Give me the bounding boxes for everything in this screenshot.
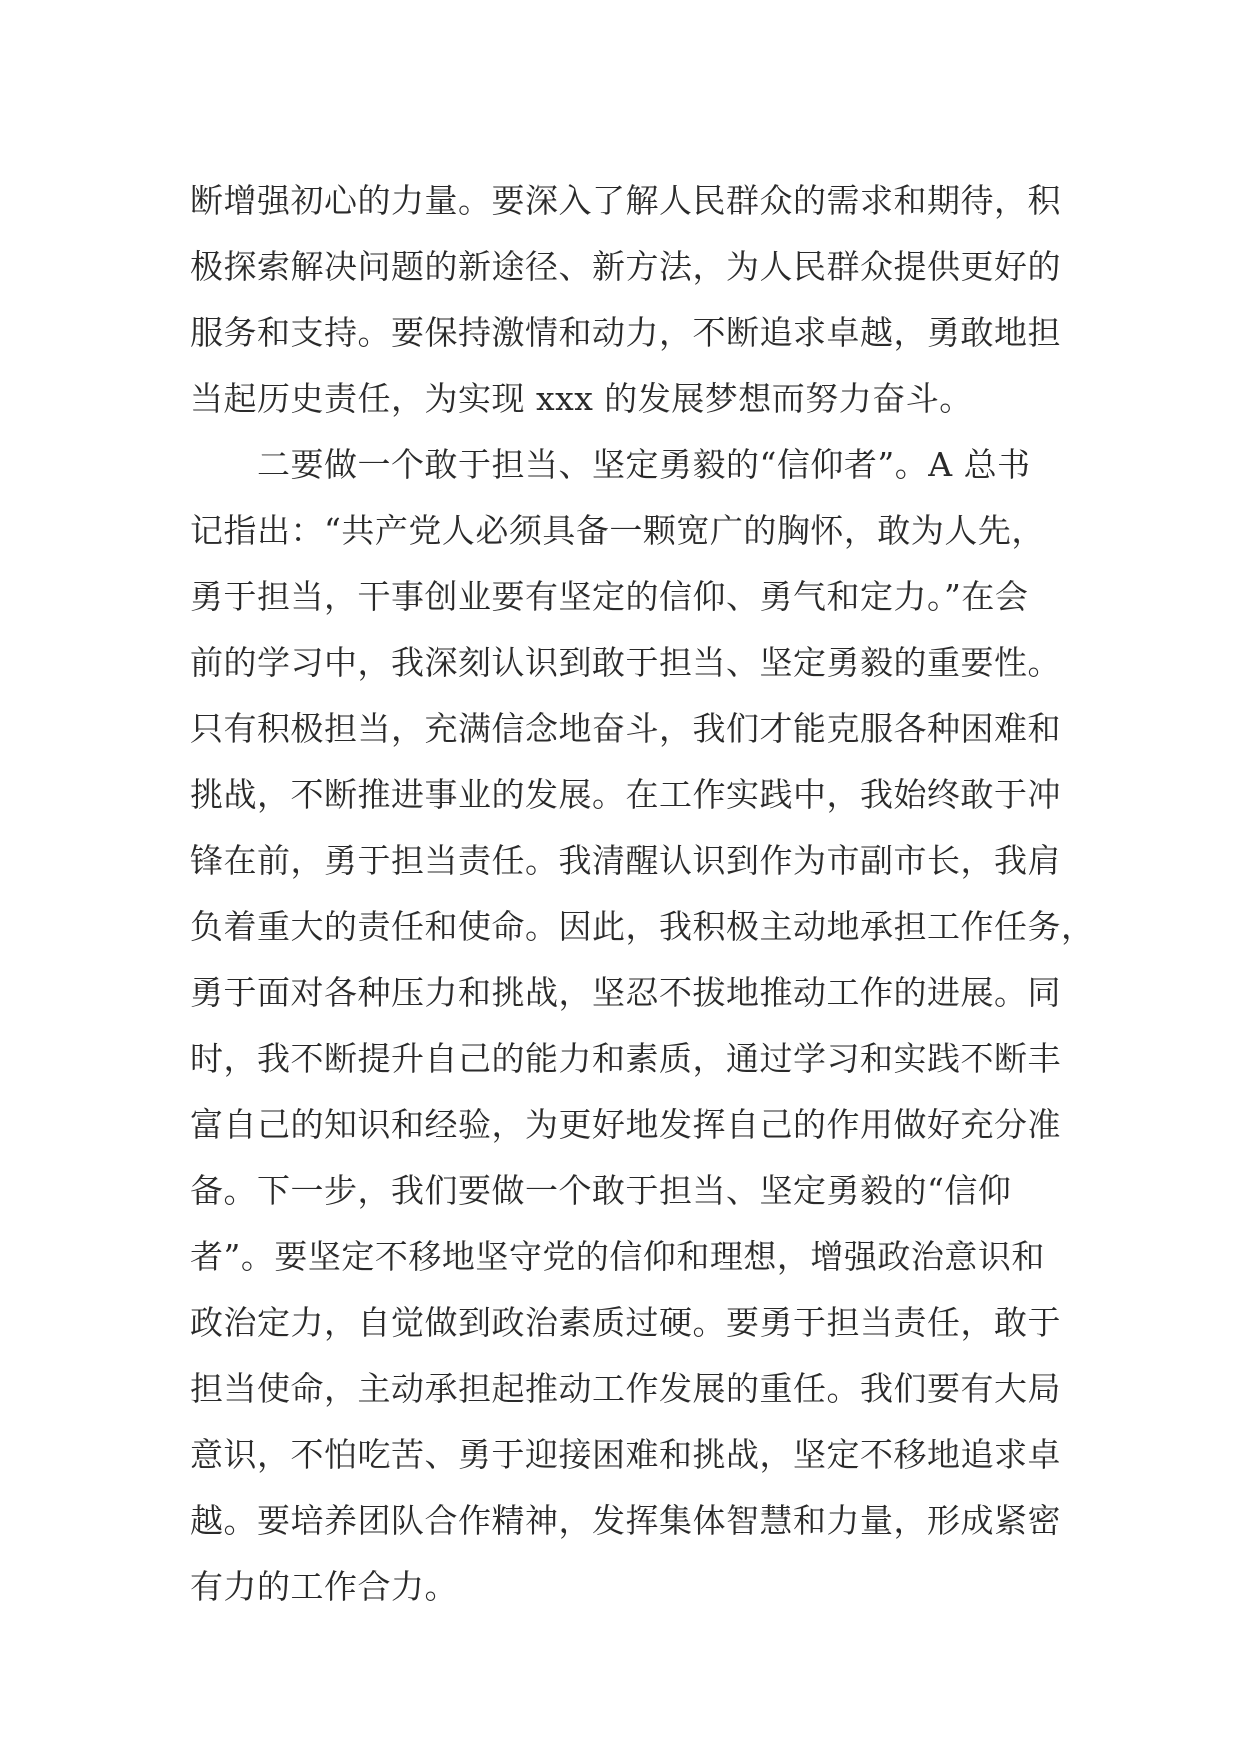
text-line: 勇于面对各种压力和挑战，坚忍不拔地推动工作的进展。同 (190, 973, 1061, 1012)
text-line: 富自己的知识和经验，为更好地发挥自己的作用做好充分准 (190, 1105, 1061, 1144)
text-line: 挑战，不断推进事业的发展。在工作实践中，我始终敢于冲 (190, 775, 1061, 814)
text-line: 极探索解决问题的新途径、新方法，为人民群众提供更好的 (190, 247, 1061, 286)
text-line: 断增强初心的力量。要深入了解人民群众的需求和期待，积 (190, 181, 1061, 220)
text-line: 勇于担当，干事创业要有坚定的信仰、勇气和定力。”在会 (190, 577, 1029, 616)
text-line: 有力的工作合力。 (190, 1567, 458, 1606)
text-line: 意识，不怕吃苦、勇于迎接困难和挑战，坚定不移地追求卓 (190, 1435, 1061, 1474)
text-line: 时，我不断提升自己的能力和素质，通过学习和实践不断丰 (190, 1039, 1061, 1078)
text-line: 担当使命，主动承担起推动工作发展的重任。我们要有大局 (190, 1369, 1061, 1408)
paragraph-start-line: 二要做一个敢于担当、坚定勇毅的“信仰者”。A 总书 (257, 445, 1031, 484)
text-line: 当起历史责任，为实现 xxx 的发展梦想而努力奋斗。 (190, 379, 973, 418)
body-text (190, 168, 1095, 1620)
text-line: 锋在前，勇于担当责任。我清醒认识到作为市副市长，我肩 (190, 841, 1061, 880)
text-line: 备。下一步，我们要做一个敢于担当、坚定勇毅的“信仰 (190, 1171, 1012, 1210)
text-line: 前的学习中，我深刻认识到敢于担当、坚定勇毅的重要性。 (190, 643, 1061, 682)
text-line: 者”。要坚定不移地坚守党的信仰和理想，增强政治意识和 (190, 1237, 1045, 1276)
text-line: 负着重大的责任和使命。因此，我积极主动地承担工作任务， (190, 907, 1095, 946)
text-line: 记指出：“共产党人必须具备一颗宽广的胸怀，敢为人先， (190, 511, 1045, 550)
text-line: 政治定力，自觉做到政治素质过硬。要勇于担当责任，敢于 (190, 1303, 1061, 1342)
text-line: 只有积极担当，充满信念地奋斗，我们才能克服各种困难和 (190, 709, 1061, 748)
text-line: 服务和支持。要保持激情和动力，不断追求卓越，勇敢地担 (190, 313, 1061, 352)
text-line: 越。要培养团队合作精神，发挥集体智慧和力量，形成紧密 (190, 1501, 1061, 1540)
